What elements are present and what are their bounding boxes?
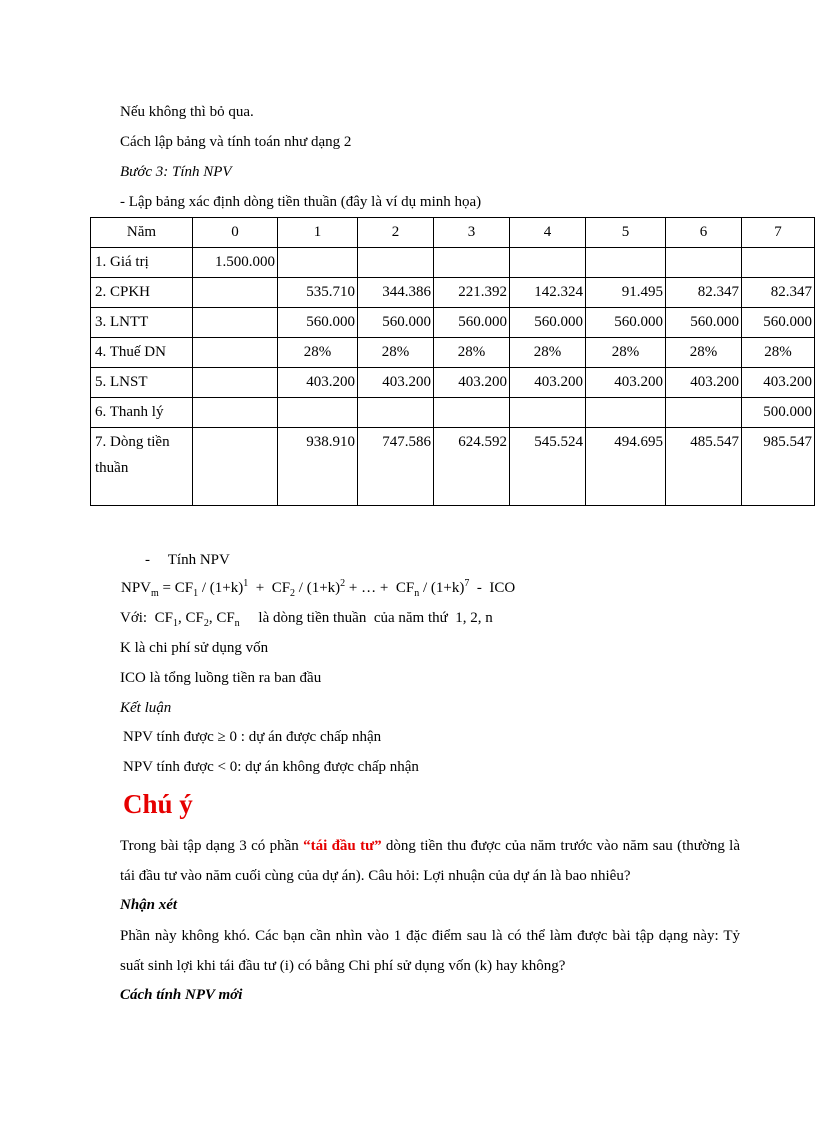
table-row (91, 428, 815, 506)
step-3-title: Bước 3: Tính NPV (120, 164, 232, 180)
formula-part: + CF (248, 580, 291, 596)
table-cell: 403.200 (434, 368, 510, 398)
npv-bullet-line (145, 550, 230, 570)
formula-part: / (1+k) (419, 580, 465, 596)
row-label: 2. CPKH (91, 278, 193, 308)
def-part: 2 (203, 618, 209, 629)
table-row (91, 398, 815, 428)
conclusion-accept: NPV tính được ≥ 0 : dự án được chấp nhận (123, 729, 382, 745)
npv-formula (121, 578, 515, 599)
def-part: , CF (177, 610, 204, 626)
cash-flow-table (90, 217, 815, 506)
table-cell: 82.347 (666, 278, 742, 308)
table-row (91, 368, 815, 398)
year-cell: 5 (586, 218, 666, 248)
table-cell: 985.547 (742, 428, 815, 506)
para-part: Trong bài tập dạng 3 có phần (120, 838, 304, 854)
table-cell: 560.000 (742, 308, 815, 338)
table-cell: 1.500.000 (193, 248, 278, 278)
formula-part: n (414, 588, 420, 599)
table-cell (742, 248, 815, 278)
table-cell (358, 398, 434, 428)
table-cell: 403.200 (742, 368, 815, 398)
remark-title: Nhận xét (120, 897, 178, 913)
table-cell (586, 398, 666, 428)
table-row (91, 278, 815, 308)
highlight-reinvest: “tái đầu tư” (303, 838, 382, 854)
table-cell: 403.200 (510, 368, 586, 398)
year-cell: 2 (358, 218, 434, 248)
k-definition: K là chi phí sử dụng vốn (120, 640, 269, 656)
table-cell: 560.000 (358, 308, 434, 338)
row-label: 6. Thanh lý (91, 398, 193, 428)
table-cell: 747.586 (358, 428, 434, 506)
table-intro: - Lập bảng xác định dòng tiền thuần (đây là ví dụ minh họa) (120, 194, 482, 210)
table-cell: 82.347 (742, 278, 815, 308)
table-cell: 624.592 (434, 428, 510, 506)
table-cell: 560.000 (278, 308, 358, 338)
table-cell: 500.000 (742, 398, 815, 428)
table-cell: 28% (586, 338, 666, 368)
table-cell: 142.324 (510, 278, 586, 308)
conclusion-title: Kết luận (120, 700, 172, 716)
formula-part: - ICO (469, 580, 516, 596)
row-label-line: 7. Dòng tiền (95, 434, 170, 450)
table-cell (358, 248, 434, 278)
table-cell: 91.495 (586, 278, 666, 308)
bullet: - (145, 552, 150, 568)
table-cell: 494.695 (586, 428, 666, 506)
remark-paragraph: Phần này không khó. Các bạn cần nhìn vào 1 đặc điểm sau là có thể làm được bài tập dạng này: Tỷ suất sinh lợi khi tái đầu tư (i) có bằng Chi phí sử dụng vốn (k) hay không? (120, 928, 740, 974)
table-cell: 28% (358, 338, 434, 368)
table-cell (193, 428, 278, 506)
intro-line-skip: Nếu không thì bỏ qua. (120, 104, 254, 120)
table-cell: 938.910 (278, 428, 358, 506)
note-paragraph (120, 831, 740, 891)
table-cell (193, 278, 278, 308)
year-cell: 0 (193, 218, 278, 248)
table-cell: 221.392 (434, 278, 510, 308)
formula-part: NPV (121, 580, 152, 596)
formula-part: m (151, 588, 159, 599)
table-cell: 403.200 (586, 368, 666, 398)
formula-part: 2 (340, 578, 346, 589)
row-label: 3. LNTT (91, 308, 193, 338)
year-cell: 1 (278, 218, 358, 248)
row-label: 5. LNST (91, 368, 193, 398)
intro-line-method: Cách lập bảng và tính toán như dạng 2 (120, 134, 352, 150)
formula-part: 7 (464, 578, 470, 589)
table-cell (510, 398, 586, 428)
table-cell: 560.000 (434, 308, 510, 338)
table-cell: 403.200 (666, 368, 742, 398)
table-cell (510, 248, 586, 278)
row-label: 4. Thuế DN (91, 338, 193, 368)
table-cell: 560.000 (510, 308, 586, 338)
bullet-text: Tính NPV (167, 552, 230, 568)
table-cell: 403.200 (278, 368, 358, 398)
method-title: Cách tính NPV mới (120, 987, 243, 1003)
row-label-line: thuần (95, 460, 129, 476)
table-cell: 28% (434, 338, 510, 368)
conclusion-reject: NPV tính được < 0: dự án không được chấp nhận (123, 759, 419, 775)
table-cell: 485.547 (666, 428, 742, 506)
table-cell: 28% (510, 338, 586, 368)
formula-part: / (1+k) (198, 580, 244, 596)
formula-part: 1 (193, 588, 199, 599)
table-cell (278, 248, 358, 278)
table-cell: 28% (742, 338, 815, 368)
def-part: , CF (208, 610, 235, 626)
year-label: Năm (91, 218, 193, 248)
row-label (91, 428, 193, 506)
year-cell: 3 (434, 218, 510, 248)
table-cell (434, 248, 510, 278)
ico-definition: ICO là tổng luồng tiền ra ban đầu (120, 670, 322, 686)
table-cell: 28% (666, 338, 742, 368)
table-cell (193, 398, 278, 428)
row-label: 1. Giá trị (91, 248, 193, 278)
table-header-row (91, 218, 815, 248)
table-row (91, 308, 815, 338)
table-cell: 545.524 (510, 428, 586, 506)
def-part: là dòng tiền thuần của năm thứ 1, 2, n (239, 610, 493, 626)
table-cell: 344.386 (358, 278, 434, 308)
table-cell: 28% (278, 338, 358, 368)
table-cell (193, 368, 278, 398)
table-cell: 535.710 (278, 278, 358, 308)
def-part: 1 (172, 618, 178, 629)
table-cell: 403.200 (358, 368, 434, 398)
table-cell (278, 398, 358, 428)
table-cell (193, 338, 278, 368)
table-row (91, 248, 815, 278)
def-part: n (234, 618, 240, 629)
table-row (91, 338, 815, 368)
formula-part: = CF (158, 580, 194, 596)
table-cell: 560.000 (586, 308, 666, 338)
year-cell: 6 (666, 218, 742, 248)
table-cell (666, 398, 742, 428)
formula-part: 1 (243, 578, 249, 589)
table-cell (666, 248, 742, 278)
formula-part: / (1+k) (295, 580, 341, 596)
def-part: Với: CF (120, 610, 173, 626)
note-heading: Chú ý (123, 789, 193, 819)
year-cell: 7 (742, 218, 815, 248)
table-cell: 560.000 (666, 308, 742, 338)
table-cell (193, 308, 278, 338)
table-cell (586, 248, 666, 278)
with-definition (120, 608, 493, 634)
year-cell: 4 (510, 218, 586, 248)
para-part: dòng tiền thu được của năm trước vào năm sau (thường là tái đầu tư vào năm cuối cùng của dự án). Câu hỏi: Lợi nhuận của dự án là bao nhiêu? (120, 838, 740, 884)
table-cell (434, 398, 510, 428)
formula-part: 2 (290, 588, 296, 599)
formula-part: + … + CF (345, 580, 415, 596)
